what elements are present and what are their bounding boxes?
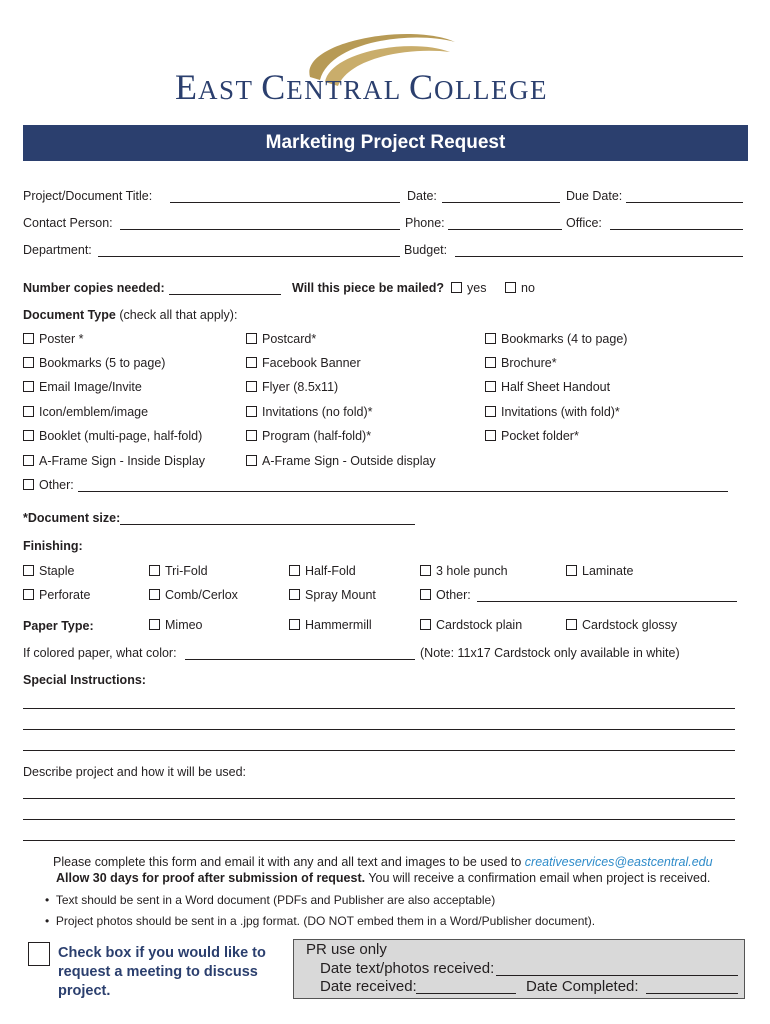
finishing-option[interactable]: Perforate bbox=[23, 588, 90, 603]
doc-type-option[interactable]: Half Sheet Handout bbox=[485, 380, 610, 395]
checkbox[interactable] bbox=[289, 589, 300, 600]
describe-project-line[interactable] bbox=[23, 819, 735, 820]
doc-type-option[interactable]: Bookmarks (4 to page) bbox=[485, 332, 627, 347]
finishing-option[interactable]: Spray Mount bbox=[289, 588, 376, 603]
checkbox[interactable] bbox=[23, 381, 34, 392]
doc-type-option[interactable]: Brochure* bbox=[485, 356, 557, 371]
text-photos-received-label: Date text/photos received: bbox=[320, 960, 495, 977]
email-link[interactable]: creativeservices@eastcentral.edu bbox=[524, 855, 713, 869]
date-received-field[interactable] bbox=[416, 980, 516, 994]
checkbox[interactable] bbox=[246, 381, 257, 392]
mailed-no-option[interactable]: no bbox=[505, 281, 535, 296]
checkbox[interactable] bbox=[23, 406, 34, 417]
checkbox[interactable] bbox=[149, 565, 160, 576]
pr-use-only-box bbox=[293, 939, 745, 999]
checkbox[interactable] bbox=[451, 282, 462, 293]
doc-type-option[interactable]: Flyer (8.5x11) bbox=[246, 380, 338, 395]
paper-option[interactable]: Cardstock glossy bbox=[566, 618, 677, 633]
text-photos-received-field[interactable] bbox=[496, 962, 738, 976]
department-field[interactable] bbox=[98, 244, 400, 257]
checkbox[interactable] bbox=[23, 479, 34, 490]
doc-type-option[interactable]: A-Frame Sign - Outside display bbox=[246, 454, 436, 469]
finishing-option[interactable]: Staple bbox=[23, 564, 74, 579]
submission-timeline: Allow 30 days for proof after submission of request. You will receive a confirmation email when project is received. bbox=[56, 871, 711, 885]
mailed-yes-option[interactable]: yes bbox=[451, 281, 486, 296]
doc-type-option[interactable]: A-Frame Sign - Inside Display bbox=[23, 454, 205, 469]
phone-field[interactable] bbox=[448, 217, 562, 230]
project-title-field[interactable] bbox=[170, 190, 400, 203]
checkbox[interactable] bbox=[23, 333, 34, 344]
checkbox[interactable] bbox=[246, 357, 257, 368]
checkbox[interactable] bbox=[289, 619, 300, 630]
date-field[interactable] bbox=[442, 190, 560, 203]
checkbox[interactable] bbox=[23, 589, 34, 600]
date-label: Date: bbox=[407, 189, 437, 203]
checkbox[interactable] bbox=[485, 357, 496, 368]
submission-instructions: Please complete this form and email it with any and all text and images to be used to creativeservices@eastcentral.edu bbox=[53, 855, 713, 869]
doc-type-other-field[interactable] bbox=[78, 479, 728, 492]
doc-type-option[interactable]: Program (half-fold)* bbox=[246, 429, 371, 444]
paper-option[interactable]: Cardstock plain bbox=[420, 618, 522, 633]
copies-label: Number copies needed: bbox=[23, 281, 165, 295]
checkbox[interactable] bbox=[420, 619, 431, 630]
paper-option[interactable]: Mimeo bbox=[149, 618, 203, 633]
meeting-request-label: Check box if you would like to request a meeting to discuss project. bbox=[58, 945, 266, 999]
checkbox[interactable] bbox=[420, 565, 431, 576]
doc-type-option[interactable]: Email Image/Invite bbox=[23, 380, 142, 395]
form-title-banner: Marketing Project Request bbox=[23, 125, 748, 161]
checkbox[interactable] bbox=[485, 333, 496, 344]
paper-option[interactable]: Hammermill bbox=[289, 618, 372, 633]
contact-person-field[interactable] bbox=[120, 217, 400, 230]
doc-type-option[interactable]: Poster * bbox=[23, 332, 83, 347]
phone-label: Phone: bbox=[405, 216, 445, 230]
doc-type-option[interactable]: Pocket folder* bbox=[485, 429, 579, 444]
doc-type-option[interactable]: Postcard* bbox=[246, 332, 316, 347]
bullet-icon: • bbox=[45, 893, 50, 907]
special-instructions-heading: Special Instructions: bbox=[23, 673, 146, 687]
date-completed-label: Date Completed: bbox=[526, 978, 639, 995]
date-received-label: Date received: bbox=[320, 978, 417, 995]
doc-type-option[interactable]: Facebook Banner bbox=[246, 356, 361, 371]
document-size-field[interactable] bbox=[120, 512, 415, 525]
project-title-label: Project/Document Title: bbox=[23, 189, 153, 203]
finishing-option[interactable]: Half-Fold bbox=[289, 564, 356, 579]
describe-project-line[interactable] bbox=[23, 840, 735, 841]
meeting-request-checkbox[interactable] bbox=[28, 942, 50, 966]
due-date-field[interactable] bbox=[626, 190, 743, 203]
paper-color-label: If colored paper, what color: bbox=[23, 646, 177, 660]
document-size-label: *Document size: bbox=[23, 511, 121, 525]
copies-field[interactable] bbox=[169, 282, 281, 295]
doc-type-other-option[interactable]: Other: bbox=[23, 478, 74, 493]
finishing-option[interactable]: Tri-Fold bbox=[149, 564, 208, 579]
checkbox[interactable] bbox=[420, 589, 431, 600]
document-type-heading: Document Type (check all that apply): bbox=[23, 308, 238, 322]
special-instructions-line[interactable] bbox=[23, 750, 735, 751]
checkbox[interactable] bbox=[246, 406, 257, 417]
special-instructions-line[interactable] bbox=[23, 729, 735, 730]
special-instructions-line[interactable] bbox=[23, 708, 735, 709]
paper-color-note: (Note: 11x17 Cardstock only available in white) bbox=[420, 646, 680, 660]
checkbox[interactable] bbox=[23, 430, 34, 441]
finishing-heading: Finishing: bbox=[23, 539, 83, 553]
college-name: EAST CENTRAL COLLEGE bbox=[175, 67, 549, 107]
checkbox[interactable] bbox=[246, 430, 257, 441]
checkbox[interactable] bbox=[566, 565, 577, 576]
doc-type-option[interactable]: Icon/emblem/image bbox=[23, 405, 148, 420]
bullet-icon: • bbox=[45, 914, 50, 928]
checkbox[interactable] bbox=[246, 455, 257, 466]
checkbox[interactable] bbox=[23, 565, 34, 576]
describe-project-line[interactable] bbox=[23, 798, 735, 799]
checkbox[interactable] bbox=[566, 619, 577, 630]
checkbox[interactable] bbox=[485, 430, 496, 441]
paper-color-field[interactable] bbox=[185, 647, 415, 660]
pr-box-title: PR use only bbox=[306, 941, 387, 958]
checkbox[interactable] bbox=[149, 589, 160, 600]
checkbox[interactable] bbox=[246, 333, 257, 344]
checkbox[interactable] bbox=[289, 565, 300, 576]
office-label: Office: bbox=[566, 216, 602, 230]
doc-type-option[interactable]: Invitations (with fold)* bbox=[485, 405, 620, 420]
budget-field[interactable] bbox=[455, 244, 743, 257]
checkbox[interactable] bbox=[23, 455, 34, 466]
department-label: Department: bbox=[23, 243, 92, 257]
finishing-other-field[interactable] bbox=[477, 589, 737, 602]
checkbox[interactable] bbox=[149, 619, 160, 630]
describe-project-label: Describe project and how it will be used: bbox=[23, 765, 247, 779]
doc-type-option[interactable]: Bookmarks (5 to page) bbox=[23, 356, 165, 371]
finishing-other-option[interactable]: Other: bbox=[420, 588, 471, 603]
checkbox[interactable] bbox=[505, 282, 516, 293]
finishing-option[interactable]: 3 hole punch bbox=[420, 564, 508, 579]
mailed-label: Will this piece be mailed? bbox=[292, 281, 445, 295]
checkbox[interactable] bbox=[23, 357, 34, 368]
bullet-item: • Project photos should be sent in a .jpg format. (DO NOT embed them in a Word/Publisher document). bbox=[45, 914, 596, 928]
bullet-item: • Text should be sent in a Word document (PDFs and Publisher are also acceptable) bbox=[45, 893, 496, 907]
contact-person-label: Contact Person: bbox=[23, 216, 113, 230]
due-date-label: Due Date: bbox=[566, 189, 623, 203]
budget-label: Budget: bbox=[404, 243, 448, 257]
doc-type-option[interactable]: Booklet (multi-page, half-fold) bbox=[23, 429, 202, 444]
office-field[interactable] bbox=[610, 217, 743, 230]
doc-type-option[interactable]: Invitations (no fold)* bbox=[246, 405, 372, 420]
paper-type-heading: Paper Type: bbox=[23, 619, 94, 633]
checkbox[interactable] bbox=[485, 406, 496, 417]
checkbox[interactable] bbox=[485, 381, 496, 392]
finishing-option[interactable]: Comb/Cerlox bbox=[149, 588, 238, 603]
date-completed-field[interactable] bbox=[646, 980, 738, 994]
finishing-option[interactable]: Laminate bbox=[566, 564, 633, 579]
